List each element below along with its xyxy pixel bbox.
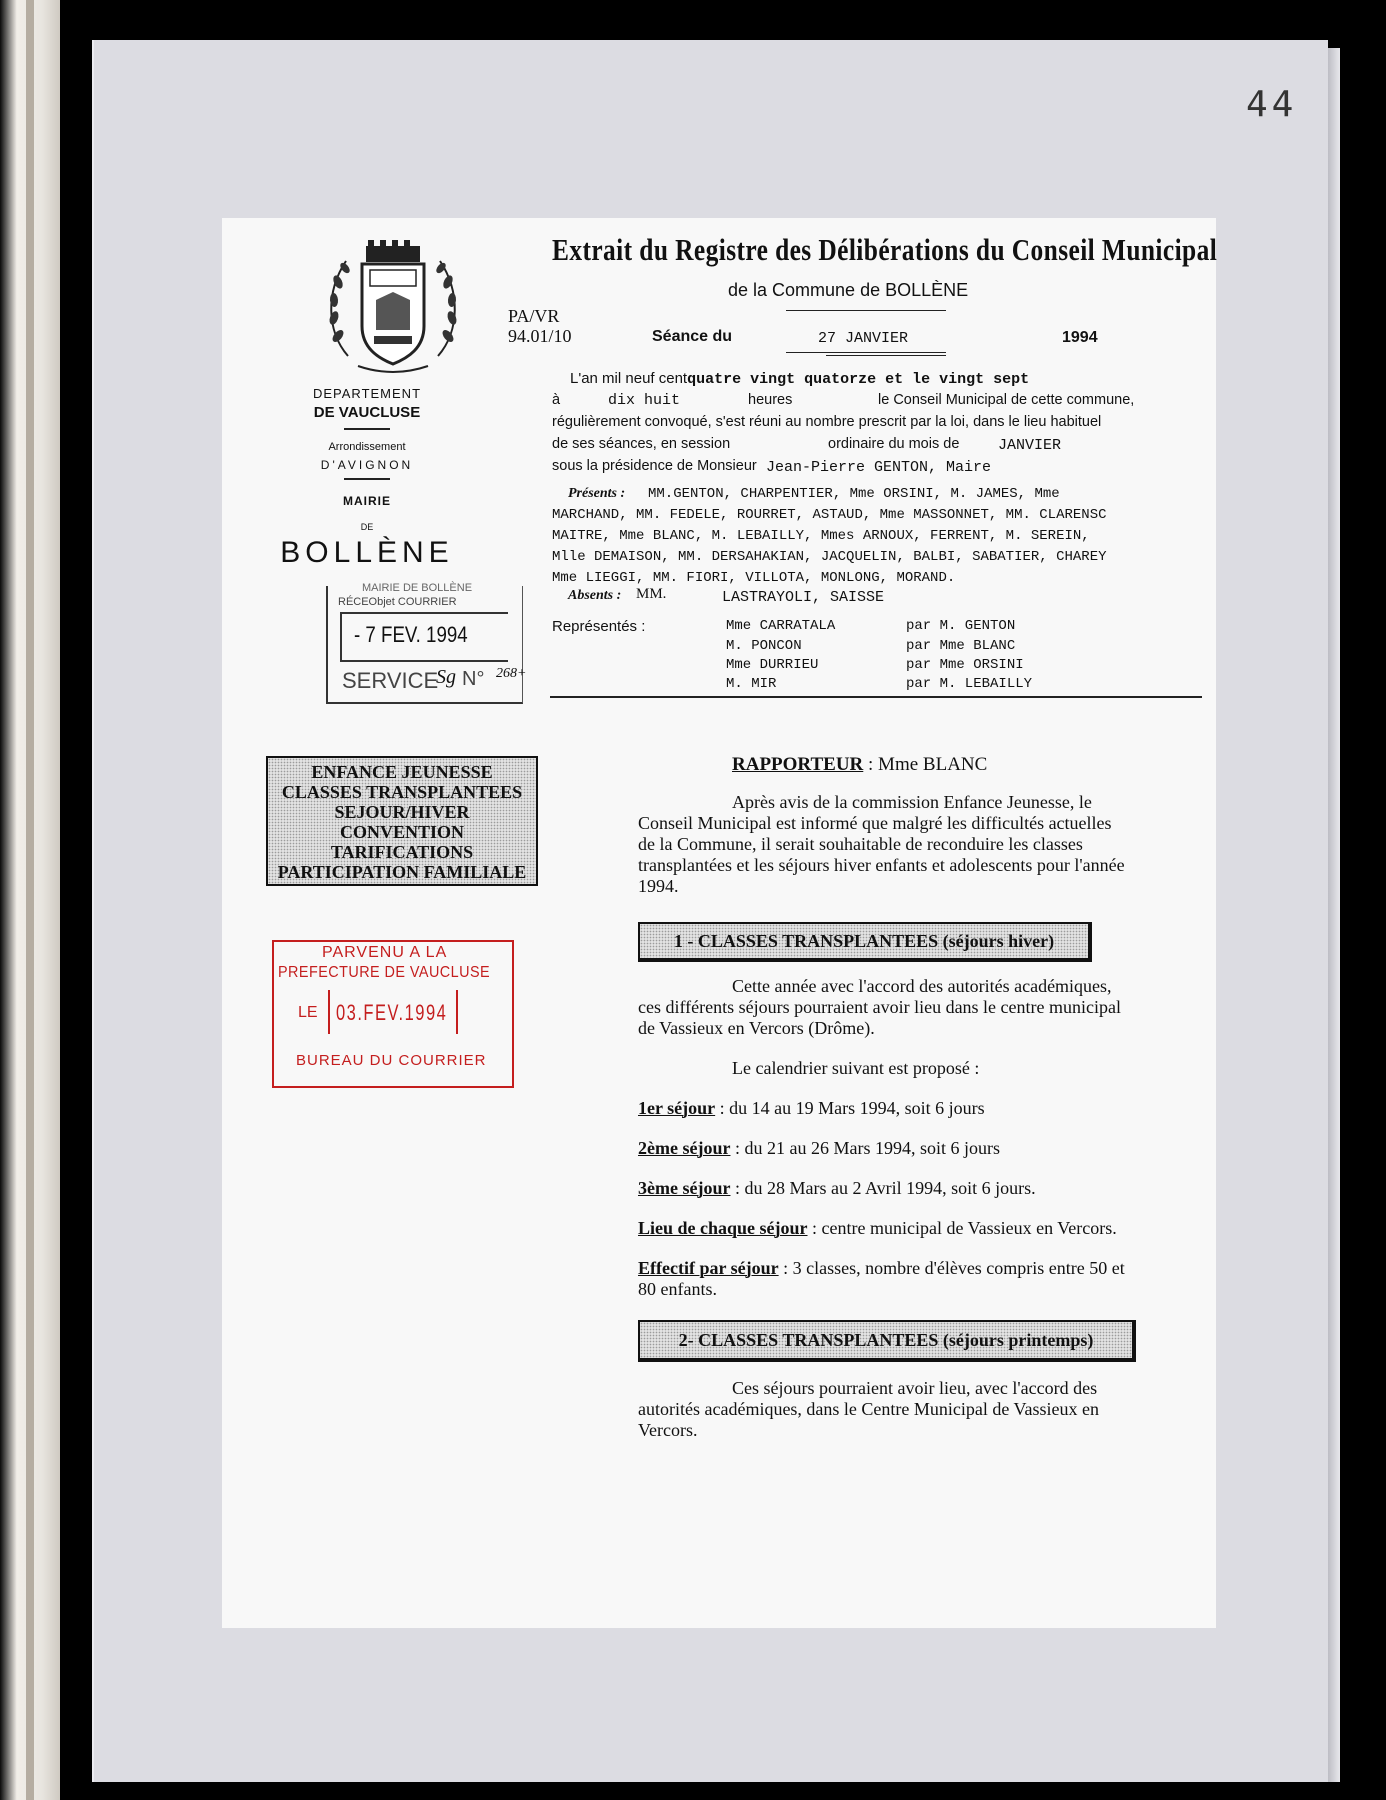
subject-line: ENFANCE JEUNESSE xyxy=(311,762,493,782)
seance-label: Séance du xyxy=(652,328,733,345)
stamp-le-label: LE xyxy=(298,1004,318,1021)
presents-line: Mme LIEGGI, MM. FIORI, VILLOTA, MONLONG, MORAND. xyxy=(552,570,956,586)
stamp-line: MAIRIE DE BOLLÈNE xyxy=(362,582,473,594)
text-line: Cette année avec l'accord des autorités académiques, xyxy=(732,976,1112,996)
lieu-label: Lieu de chaque séjour xyxy=(638,1218,808,1238)
represented-by: par M. LEBAILLY xyxy=(906,676,1033,692)
presents-line: MM.GENTON, CHARPENTIER, Mme ORSINI, M. JAMES, Mme xyxy=(648,486,1060,502)
text-line: Ces séjours pourraient avoir lieu, avec l'accord des xyxy=(732,1378,1098,1398)
sejour-1 xyxy=(638,1098,985,1119)
represented-member: Mme DURRIEU xyxy=(726,657,819,673)
stamp-number: 268+ xyxy=(496,666,527,681)
presents-line: MARCHAND, MM. FEDELE, ROURRET, ASTAUD, Mme MASSONNET, MM. CLARENSC xyxy=(552,507,1107,523)
stamp-service-code: Sg xyxy=(436,666,456,688)
prefecture-stamp xyxy=(272,940,514,1088)
sejour-label: 2ème séjour xyxy=(638,1138,731,1158)
sejour-2 xyxy=(638,1138,1000,1159)
section-2-title-text: 2- CLASSES TRANSPLANTEES (séjours printemps) xyxy=(678,1330,1094,1350)
courrier-stamp xyxy=(326,582,527,704)
divider xyxy=(826,355,946,356)
stamp-line: RÉCEObjet COURRIER xyxy=(338,596,457,608)
intro-heures: heures xyxy=(748,392,793,408)
divider xyxy=(344,478,390,480)
represented-by: par M. GENTON xyxy=(906,618,1016,634)
absents-names: LASTRAYOLI, SAISSE xyxy=(722,589,885,606)
intro-line-2 xyxy=(552,392,560,408)
text-line: ces différents séjours pourraient avoir lieu dans le centre municipal xyxy=(638,997,1121,1017)
sejour-text: : du 14 au 19 Mars 1994, soit 6 jours xyxy=(719,1098,985,1118)
text-line: transplantées et les séjours hiver enfants et adolescents pour l'année xyxy=(638,855,1125,875)
town-name: BOLLÈNE xyxy=(280,536,454,569)
stamp-date: 03.FEV.1994 xyxy=(336,1000,448,1025)
presents-label: Présents : xyxy=(568,486,626,501)
reference-1: PA/VR xyxy=(508,306,560,326)
subject-line: TARIFICATIONS xyxy=(330,842,474,862)
intro-hour: dix huit xyxy=(608,392,681,409)
effectif-text: : 3 classes, nombre d'élèves compris entre 50 et xyxy=(783,1258,1125,1278)
intro-line-3: régulièrement convoqué, s'est réuni au nombre prescrit par la loi, dans le lieu habituel xyxy=(552,414,1102,430)
represented-member: M. MIR xyxy=(726,676,777,692)
mairie-label: MAIRIE xyxy=(343,494,391,508)
de-label: DE xyxy=(360,522,374,532)
sejour-label: 1er séjour xyxy=(638,1098,716,1118)
text-line: de la Commune, il serait souhaitable de reconduire les classes xyxy=(638,834,1083,854)
sejour-3 xyxy=(638,1178,1036,1199)
text-line: autorités académiques, dans le Centre Municipal de Vassieux en xyxy=(638,1399,1100,1419)
representes-label: Représentés : xyxy=(552,618,646,635)
divider xyxy=(786,310,946,311)
sejour-text: : du 28 Mars au 2 Avril 1994, soit 6 jours. xyxy=(734,1178,1036,1198)
intro-text: à xyxy=(552,392,561,408)
represented-by: par Mme ORSINI xyxy=(906,657,1024,673)
presents-line: Mlle DEMAISON, MM. DERSAHAKIAN, JACQUELIN, BALBI, SABATIER, CHAREY xyxy=(552,549,1107,565)
section-2-title xyxy=(638,1320,1136,1362)
section-1-paragraph xyxy=(638,976,1202,1039)
intro-line-4: de ses séances, en session xyxy=(552,436,731,452)
sejour-text: : du 21 au 26 Mars 1994, soit 6 jours xyxy=(734,1138,1000,1158)
departement-name: DE VAUCLUSE xyxy=(313,404,421,421)
intro-line-5: sous la présidence de Monsieur xyxy=(552,458,757,474)
rapporteur-label: RAPPORTEUR xyxy=(732,754,864,775)
stamp-line: PREFECTURE DE VAUCLUSE xyxy=(278,964,491,981)
divider xyxy=(786,352,946,353)
represented-by: par Mme BLANC xyxy=(906,638,1016,654)
lieu-sejour xyxy=(638,1218,1117,1239)
departement-label: DEPARTEMENT xyxy=(312,386,422,401)
seance-date: 27 JANVIER xyxy=(818,330,909,347)
effectif-text-2: 80 enfants. xyxy=(638,1279,717,1299)
intro-line-1 xyxy=(570,370,1029,388)
document-title: Extrait du Registre des Délibérations du Conseil Municipal xyxy=(552,232,1218,267)
section-1-title xyxy=(638,922,1092,962)
text-line: Vercors. xyxy=(638,1420,698,1440)
arrondissement-label: Arrondissement xyxy=(328,441,406,453)
intro-session: ordinaire du mois de xyxy=(828,436,960,452)
calendar-intro: Le calendrier suivant est proposé : xyxy=(732,1058,980,1078)
intro-president: Jean-Pierre GENTON, Maire xyxy=(766,459,992,476)
subject-line: SEJOUR/HIVER xyxy=(334,802,470,822)
seance-year: 1994 xyxy=(1062,329,1098,346)
subject-box xyxy=(266,756,538,886)
stamp-service: SERVICE xyxy=(342,668,439,693)
rapporteur xyxy=(732,754,987,776)
lieu-text: : centre municipal de Vassieux en Vercors. xyxy=(812,1218,1117,1238)
paragraph-1 xyxy=(638,792,1202,897)
absents-label: Absents : xyxy=(568,588,622,603)
rapporteur-name: : Mme BLANC xyxy=(868,754,988,775)
header-divider xyxy=(550,696,1202,698)
sejour-label: 3ème séjour xyxy=(638,1178,731,1198)
text-line: 1994. xyxy=(638,876,679,896)
stamp-number-label: N° xyxy=(462,668,485,690)
reference-2: 94.01/10 xyxy=(508,326,572,346)
subject-line: CLASSES TRANSPLANTEES xyxy=(281,782,523,802)
town-crest-logo xyxy=(318,236,468,386)
presents-line: MAITRE, Mme BLANC, M. LEBAILLY, Mmes ARNOUX, FERRENT, M. SEREIN, xyxy=(552,528,1090,544)
subject-line: CONVENTION xyxy=(339,822,464,842)
absents-prefix: MM. xyxy=(636,586,667,602)
text-line: Après avis de la commission Enfance Jeunesse, le xyxy=(732,792,1092,812)
represented-member: Mme CARRATALA xyxy=(726,618,836,634)
intro-council: le Conseil Municipal de cette commune, xyxy=(878,392,1135,408)
intro-month: JANVIER xyxy=(998,437,1062,454)
document-subtitle: de la Commune de BOLLÈNE xyxy=(728,280,969,300)
stamp-line: PARVENU A LA xyxy=(322,944,448,961)
stamp-date: - 7 FEV. 1994 xyxy=(354,622,468,647)
section-1-title-text: 1 - CLASSES TRANSPLANTEES (séjours hiver) xyxy=(673,931,1055,951)
effectif-label: Effectif par séjour xyxy=(638,1258,779,1278)
binder-spine xyxy=(0,0,60,1800)
represented-member: M. PONCON xyxy=(726,638,802,654)
divider xyxy=(344,428,390,430)
text-line: Conseil Municipal est informé que malgré les difficultés actuelles xyxy=(638,813,1112,833)
page-number: 44 xyxy=(1246,84,1298,125)
intro-fill: quatre vingt quatorze et le vingt sept xyxy=(687,371,1030,388)
stamp-line: BUREAU DU COURRIER xyxy=(296,1052,487,1069)
sheet-edge xyxy=(1328,48,1340,1782)
section-2-paragraph xyxy=(638,1378,1202,1441)
effectif-sejour xyxy=(638,1258,1125,1279)
subject-line: PARTICIPATION FAMILIALE xyxy=(277,862,527,882)
arrondissement-name: D'AVIGNON xyxy=(320,458,414,472)
text-line: de Vassieux en Vercors (Drôme). xyxy=(638,1018,875,1038)
intro-text: L'an mil neuf cent xyxy=(570,370,688,387)
deliberation-document xyxy=(222,218,1216,1628)
